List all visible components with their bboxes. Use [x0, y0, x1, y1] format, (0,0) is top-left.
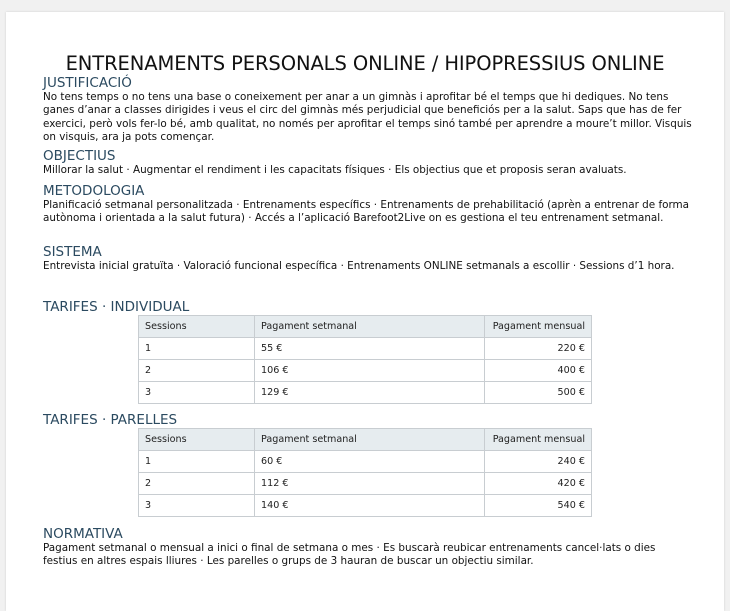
cell-monthly: 220 €: [485, 338, 592, 360]
cell-weekly: 129 €: [255, 382, 485, 404]
section-heading: OBJECTIUS: [43, 148, 116, 164]
table-row: [139, 382, 592, 404]
header-monthly: Pagament mensual: [485, 429, 592, 451]
table-row: [139, 451, 592, 473]
header-monthly: Pagament mensual: [485, 316, 592, 338]
section-objectius: [43, 148, 693, 177]
pricing-table-individual: [138, 315, 592, 404]
table-header-row: [139, 316, 592, 338]
cell-sessions: 1: [139, 338, 255, 360]
cell-sessions: 3: [139, 495, 255, 517]
section-heading: NORMATIVA: [43, 526, 123, 542]
cell-weekly: 140 €: [255, 495, 485, 517]
cell-sessions: 1: [139, 451, 255, 473]
header-sessions: Sessions: [139, 429, 255, 451]
section-tarifes-individual: [43, 299, 693, 315]
cell-weekly: 55 €: [255, 338, 485, 360]
section-metodologia: [43, 183, 693, 226]
section-heading: METODOLOGIA: [43, 183, 145, 199]
section-text: Planificació setmanal personalitzada · Entrenaments específics · Entrenaments de prehabilitació (aprèn a entrenar de forma autònoma i orientada a la salut futura) · Accés a l’aplicació Barefoot2Live on es gestiona el teu entrenament setmanal.: [43, 199, 690, 225]
table-header-row: [139, 429, 592, 451]
section-normativa: [43, 526, 693, 569]
section-text: Pagament setmanal o mensual a inici o final de setmana o mes · Es buscarà reubicar entrenaments cancel·lats o dies festius en altres espais lliures · Les parelles o grups de 3 hauran de buscar un objectiu similar.: [43, 542, 656, 568]
cell-weekly: 60 €: [255, 451, 485, 473]
cell-monthly: 420 €: [485, 473, 592, 495]
table-row: [139, 473, 592, 495]
table-row: [139, 338, 592, 360]
table-row: [139, 495, 592, 517]
section-text: Millorar la salut · Augmentar el rendiment i les capacitats físiques · Els objectius que et proposis seran avaluats.: [43, 164, 627, 176]
cell-sessions: 3: [139, 382, 255, 404]
cell-weekly: 106 €: [255, 360, 485, 382]
section-heading: TARIFES · PARELLES: [43, 412, 178, 428]
section-heading: TARIFES · INDIVIDUAL: [43, 299, 190, 315]
cell-monthly: 240 €: [485, 451, 592, 473]
cell-sessions: 2: [139, 360, 255, 382]
header-sessions: Sessions: [139, 316, 255, 338]
cell-sessions: 2: [139, 473, 255, 495]
section-tarifes-parelles: [43, 412, 693, 428]
pricing-table-parelles: [138, 428, 592, 517]
section-heading: JUSTIFICACIÓ: [43, 75, 132, 91]
cell-weekly: 112 €: [255, 473, 485, 495]
cell-monthly: 400 €: [485, 360, 592, 382]
section-heading: SISTEMA: [43, 244, 102, 260]
cell-monthly: 500 €: [485, 382, 592, 404]
page-title: ENTRENAMENTS PERSONALS ONLINE / HIPOPRESSIUS ONLINE: [65, 52, 665, 75]
header-weekly: Pagament setmanal: [255, 429, 485, 451]
cell-monthly: 540 €: [485, 495, 592, 517]
section-text: Entrevista inicial gratuïta · Valoració funcional específica · Entrenaments ONLINE setmanals a escollir · Sessions d’1 hora.: [43, 260, 675, 272]
section-justificacio: [43, 75, 693, 144]
section-sistema: [43, 244, 693, 273]
table-row: [139, 360, 592, 382]
header-weekly: Pagament setmanal: [255, 316, 485, 338]
section-text: No tens temps o no tens una base o coneixement per anar a un gimnàs i aprofitar bé el temps que hi dediques. No tens ganes d’anar a classes dirigides i veus el circ del gimnàs més perjudicial que beneficiós per a la salut. Saps que has de fer exercici, però vols fer-lo bé, amb qualitat, no només per aprofitar el temps sinó també per aprendre a moure’t millor. Visquis on visquis, ara ja pots començar.: [43, 91, 692, 143]
